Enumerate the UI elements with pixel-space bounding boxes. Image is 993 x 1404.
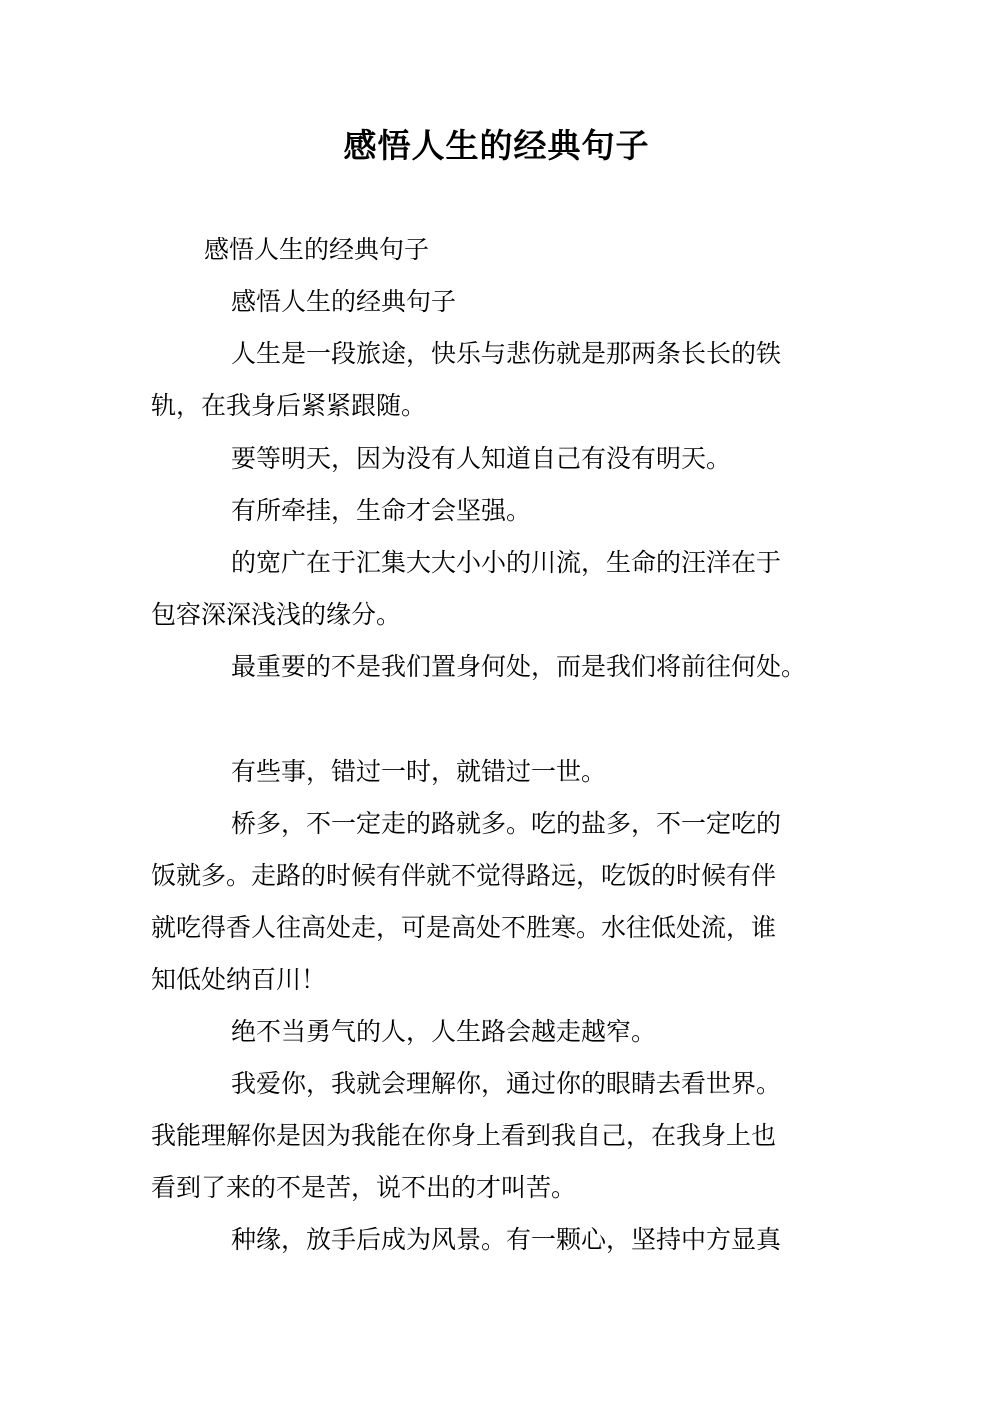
subtitle-line: 感悟人生的经典句子 bbox=[204, 235, 430, 264]
paragraph-line: 我爱你，我就会理解你，通过你的眼睛去看世界。 bbox=[231, 1069, 782, 1098]
paragraph-line: 最重要的不是我们置身何处，而是我们将前往何处。 bbox=[231, 652, 807, 681]
paragraph-line: 饭就多。走路的时候有伴就不觉得路远，吃饭的时候有伴 bbox=[151, 861, 777, 890]
document-title: 感悟人生的经典句子 bbox=[343, 126, 650, 165]
paragraph-line: 要等明天，因为没有人知道自己有没有明天。 bbox=[231, 444, 732, 473]
paragraph-line: 我能理解你是因为我能在你身上看到我自己，在我身上也 bbox=[151, 1121, 777, 1150]
paragraph-line: 种缘，放手后成为风景。有一颗心，坚持中方显真 bbox=[231, 1225, 782, 1254]
paragraph-line: 轨，在我身后紧紧跟随。 bbox=[151, 391, 427, 420]
paragraph-line: 就吃得香人往高处走，可是高处不胜寒。水往低处流，谁 bbox=[151, 913, 777, 942]
paragraph-line: 绝不当勇气的人，人生路会越走越窄。 bbox=[231, 1017, 657, 1046]
paragraph-line: 人生是一段旅途，快乐与悲伤就是那两条长长的铁 bbox=[231, 339, 782, 368]
paragraph-line: 有些事，错过一时，就错过一世。 bbox=[231, 757, 607, 786]
paragraph-line: 的宽广在于汇集大大小小的川流，生命的汪洋在于 bbox=[231, 548, 782, 577]
paragraph-line: 有所牵挂，生命才会坚强。 bbox=[231, 496, 532, 525]
heading-line: 感悟人生的经典句子 bbox=[231, 287, 457, 316]
paragraph-line: 看到了来的不是苦，说不出的才叫苦。 bbox=[151, 1173, 577, 1202]
paragraph-line: 知低处纳百川！ bbox=[151, 965, 327, 994]
paragraph-line: 包容深深浅浅的缘分。 bbox=[151, 600, 402, 629]
paragraph-line: 桥多，不一定走的路就多。吃的盐多，不一定吃的 bbox=[231, 809, 782, 838]
